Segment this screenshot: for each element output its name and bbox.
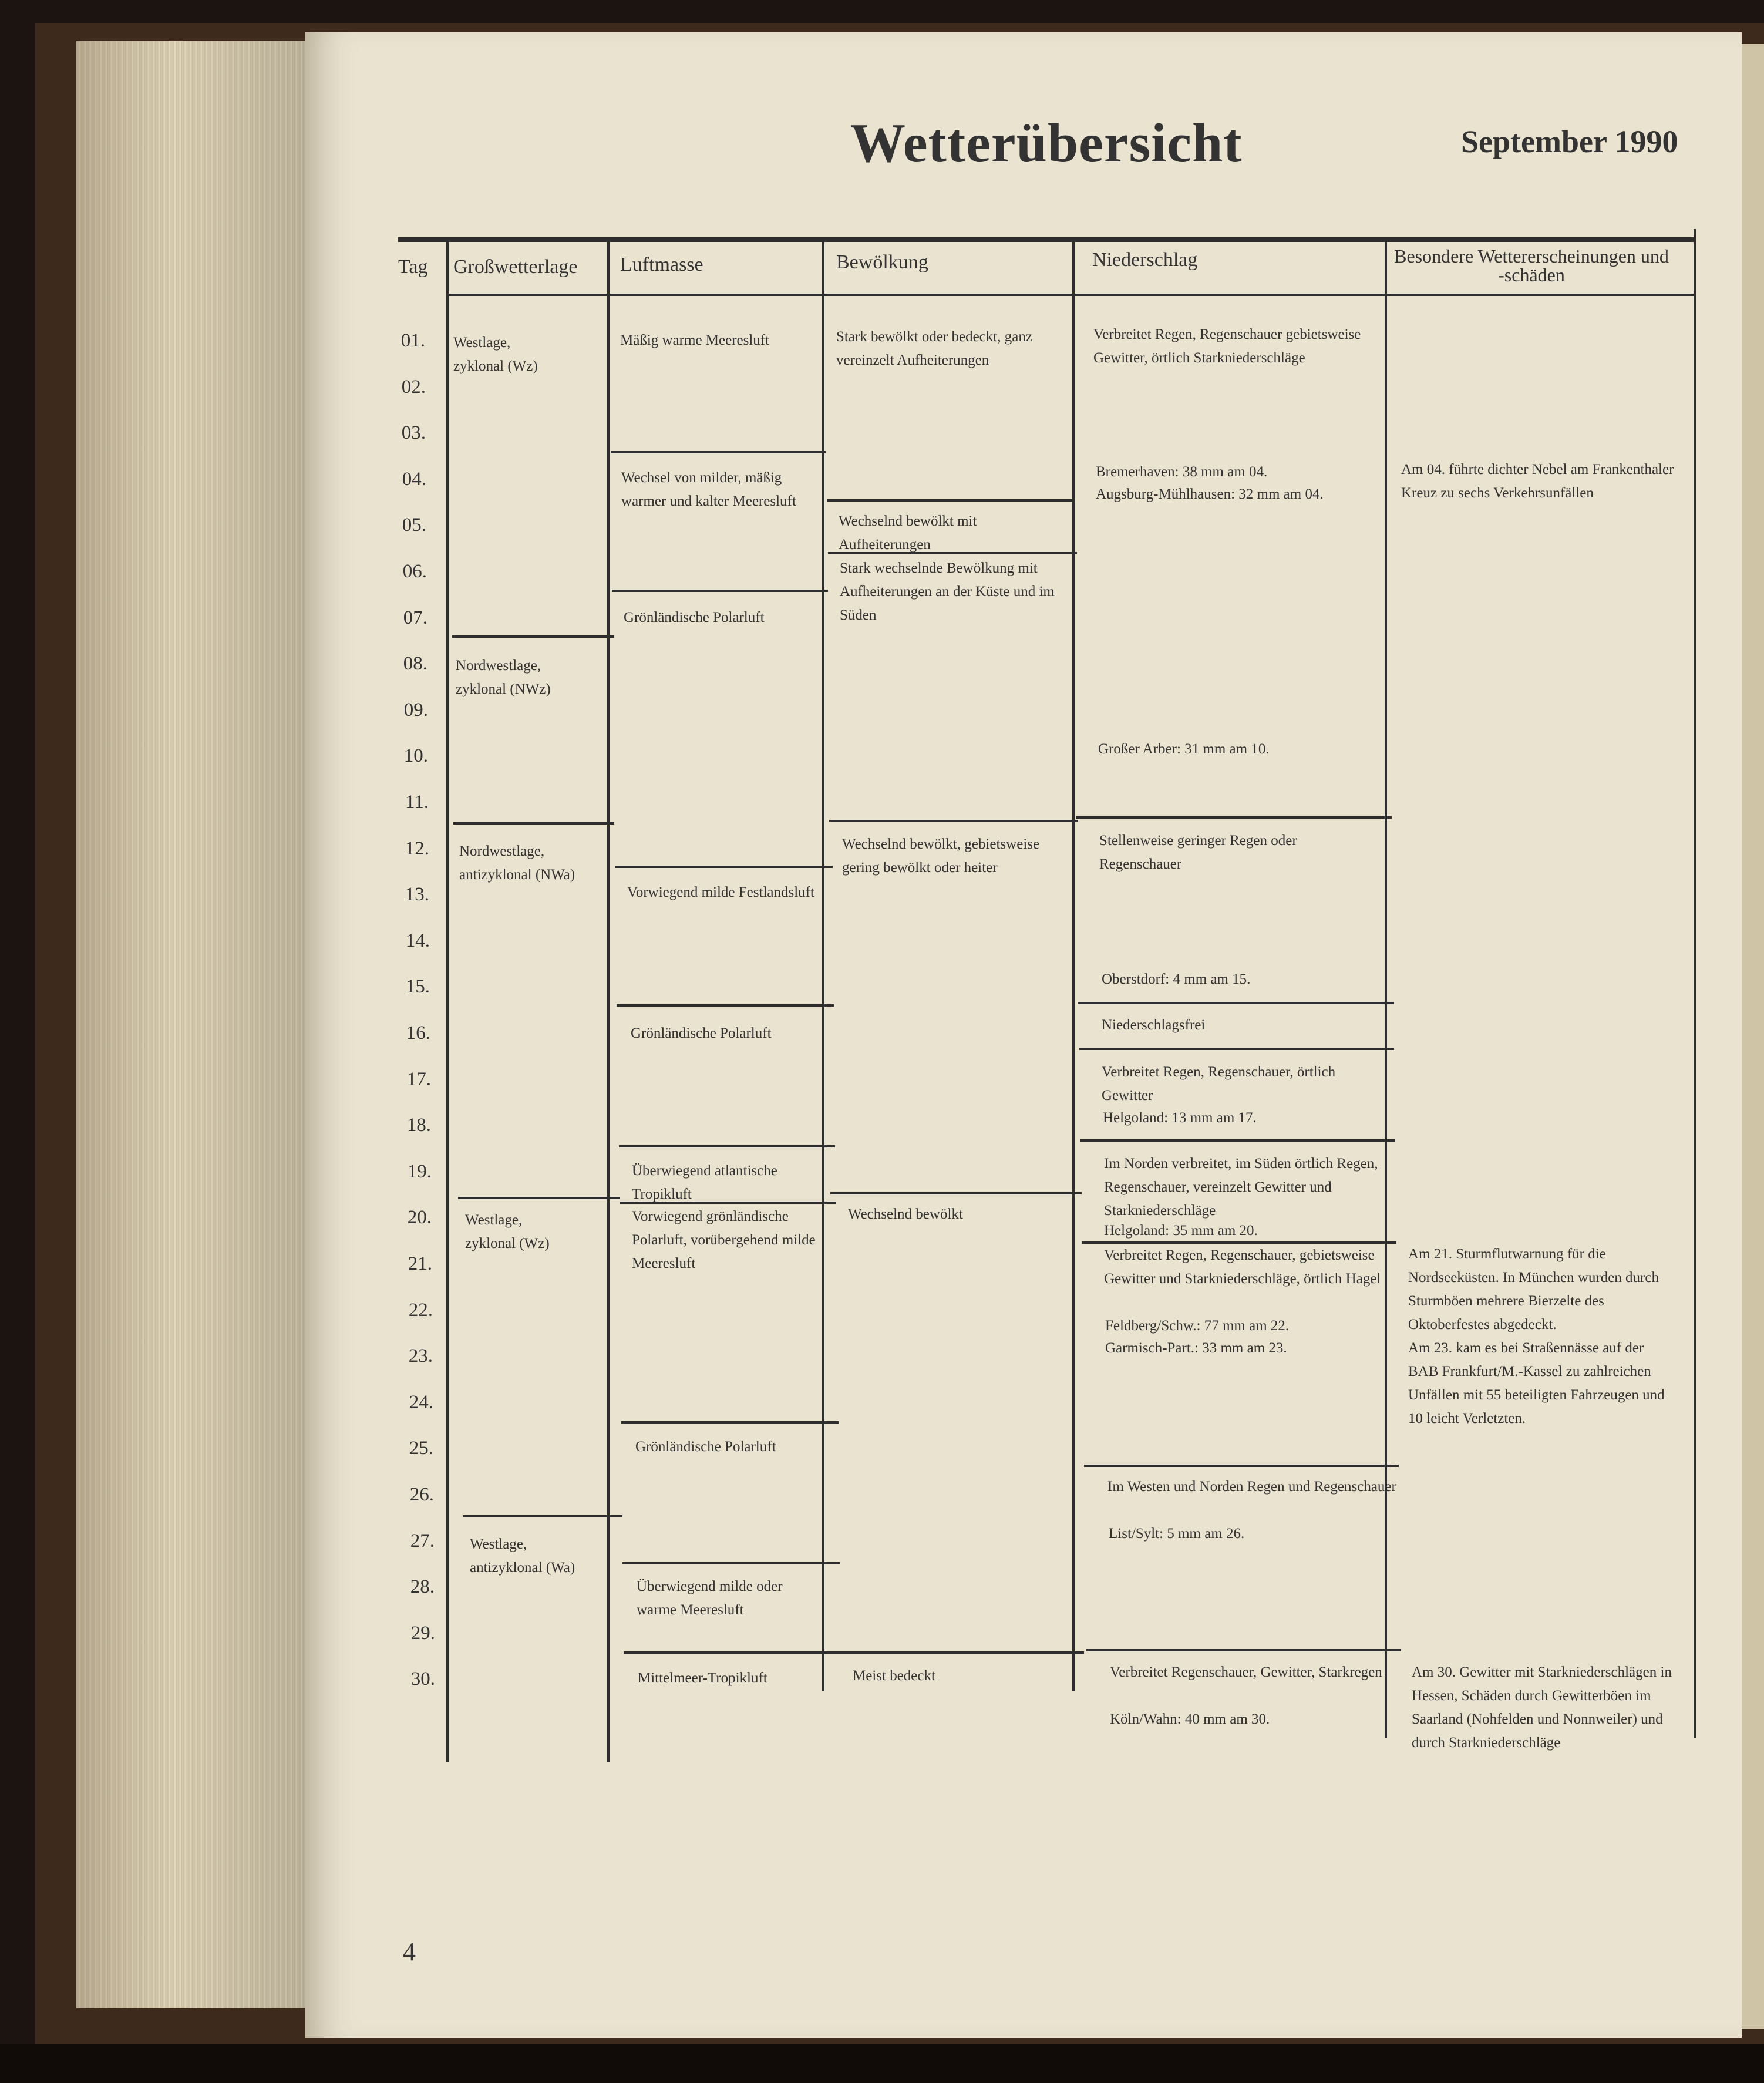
besondere-entry: Am 23. kam es bei Straßennässe auf der BAB Frankfurt/M.-Kassel zu zahlreichen Unfällen mit 55 beteiligten Fahrzeugen und 10 leicht Verletzten. xyxy=(1408,1340,1665,1426)
day-label: 19. xyxy=(407,1161,432,1182)
grosswetterlage-entry: Westlage, antizyklonal (Wa) xyxy=(470,1536,575,1576)
day-label: 08. xyxy=(403,653,427,674)
day-label: 04. xyxy=(402,469,426,490)
column-separator xyxy=(607,237,610,1762)
niederschlag-entry: Helgoland: 13 mm am 17. xyxy=(1103,1110,1257,1126)
background xyxy=(0,2044,1764,2083)
luftmasse-entry: Grönländische Polarluft xyxy=(624,610,765,625)
grosswetterlage-entry: Nordwestlage, antizyklonal (NWa) xyxy=(459,843,575,883)
luftmasse-entry: Überwiegend atlantische Tropikluft xyxy=(632,1163,777,1202)
bewoelkung-entry: Wechselnd bewölkt, gebietsweise gering bewölkt oder heiter xyxy=(842,836,1040,876)
niederschlag-entry: Großer Arber: 31 mm am 10. xyxy=(1098,741,1270,757)
grid-line xyxy=(827,499,1075,502)
luftmasse-entry: Vorwiegend grönländische Polarluft, vorübergehend milde Meeresluft xyxy=(632,1209,816,1271)
luftmasse-entry: Wechsel von milder, mäßig warmer und kalter Meeresluft xyxy=(621,470,796,509)
day-label: 22. xyxy=(408,1300,433,1321)
niederschlag-entry: List/Sylt: 5 mm am 26. xyxy=(1109,1526,1245,1542)
grid-line xyxy=(1079,1048,1394,1050)
day-label: 15. xyxy=(405,976,430,997)
day-label: 24. xyxy=(409,1392,433,1413)
grid-line xyxy=(1086,1649,1401,1651)
day-label: 05. xyxy=(402,514,426,536)
grid-line xyxy=(622,1562,840,1564)
header-niederschlag: Niederschlag xyxy=(1092,249,1198,271)
niederschlag-entry: Verbreitet Regen, Regenschauer, örtlich Gewitter xyxy=(1102,1064,1336,1103)
niederschlag-entry: Augsburg-Mühlhausen: 32 mm am 04. xyxy=(1096,486,1324,502)
bewoelkung-entry: Wechselnd bewölkt xyxy=(848,1206,963,1222)
day-label: 29. xyxy=(410,1623,435,1644)
day-label: 10. xyxy=(403,745,428,766)
day-label: 02. xyxy=(401,376,426,398)
header-luftmasse: Luftmasse xyxy=(620,254,703,275)
niederschlag-entry: Helgoland: 35 mm am 20. xyxy=(1104,1223,1258,1239)
besondere-entry: Am 04. führte dichter Nebel am Frankenthaler Kreuz zu sechs Verkehrsunfällen xyxy=(1401,462,1674,501)
day-label: 03. xyxy=(401,422,426,443)
page-title: Wetterübersicht xyxy=(850,113,1243,174)
day-label: 20. xyxy=(407,1207,432,1228)
niederschlag-entry: Verbreitet Regenschauer, Gewitter, Starkregen xyxy=(1110,1664,1382,1680)
niederschlag-entry: Verbreitet Regen, Regenschauer gebietsweise Gewitter, örtlich Starkniederschläge xyxy=(1093,327,1361,366)
day-label: 21. xyxy=(408,1253,432,1274)
grid-line xyxy=(830,1192,1082,1194)
grid-line xyxy=(1084,1465,1399,1467)
grid-line xyxy=(1078,1002,1394,1004)
grid-line xyxy=(453,822,614,825)
day-label: 28. xyxy=(410,1576,435,1597)
column-separator xyxy=(1072,237,1075,1691)
day-label: 18. xyxy=(406,1115,431,1136)
day-label: 12. xyxy=(405,838,429,859)
niederschlag-entry: Garmisch-Part.: 33 mm am 23. xyxy=(1105,1340,1287,1356)
grosswetterlage-entry: Westlage, zyklonal (Wz) xyxy=(465,1212,550,1251)
grid-line xyxy=(615,866,833,868)
bewoelkung-entry: Stark wechselnde Bewölkung mit Aufheiterungen an der Küste und im Süden xyxy=(840,560,1055,623)
day-label: 09. xyxy=(403,699,428,721)
grid-line xyxy=(624,1651,841,1654)
column-separator xyxy=(822,237,824,1691)
grid-line xyxy=(1076,816,1392,819)
header-bottom-rule xyxy=(446,294,1696,296)
column-separator xyxy=(1694,229,1696,1738)
niederschlag-entry: Im Norden verbreitet, im Süden örtlich Regen, Regenschauer, vereinzelt Gewitter und Starkniederschläge xyxy=(1104,1156,1378,1219)
grid-line xyxy=(452,635,614,638)
header-besondere: Besondere Wettererscheinungen und -schäden xyxy=(1394,245,1669,285)
niederschlag-entry: Bremerhaven: 38 mm am 04. xyxy=(1096,464,1268,480)
day-label: 07. xyxy=(403,607,427,628)
grid-line xyxy=(611,451,826,453)
grid-line xyxy=(1080,1139,1395,1142)
next-page-edge xyxy=(1742,44,1764,2029)
luftmasse-entry: Grönländische Polarluft xyxy=(631,1025,772,1041)
day-label: 14. xyxy=(405,930,430,951)
grid-line xyxy=(617,1004,834,1007)
grid-line xyxy=(612,590,828,592)
luftmasse-entry: Mittelmeer-Tropikluft xyxy=(638,1670,767,1686)
page-month: September 1990 xyxy=(1461,124,1678,159)
niederschlag-entry: Niederschlagsfrei xyxy=(1102,1017,1206,1033)
niederschlag-entry: Im Westen und Norden Regen und Regenschauer xyxy=(1107,1479,1396,1495)
niederschlag-entry: Verbreitet Regen, Regenschauer, gebietsweise Gewitter und Starkniederschläge, örtlich Hagel xyxy=(1104,1247,1381,1287)
day-label: 17. xyxy=(406,1069,431,1090)
grid-line xyxy=(621,1421,839,1424)
day-label: 13. xyxy=(405,884,429,905)
grid-line xyxy=(463,1515,622,1517)
luftmasse-entry: Vorwiegend milde Festlandsluft xyxy=(627,884,814,900)
day-label: 16. xyxy=(406,1022,430,1044)
column-separator xyxy=(446,237,449,1762)
grosswetterlage-entry: Nordwestlage, zyklonal (NWz) xyxy=(456,658,551,697)
header-top-rule xyxy=(398,240,1696,242)
luftmasse-entry: Überwiegend milde oder warme Meeresluft xyxy=(637,1579,783,1618)
header-grosswetterlage: Großwetterlage xyxy=(453,256,578,278)
day-label: 25. xyxy=(409,1438,433,1459)
header-tag: Tag xyxy=(398,256,428,278)
grid-line xyxy=(831,1651,1084,1654)
grid-line xyxy=(829,820,1078,822)
grosswetterlage-entry: Westlage, zyklonal (Wz) xyxy=(453,335,538,374)
bewoelkung-entry: Wechselnd bewölkt mit Aufheiterungen xyxy=(839,513,977,553)
day-label: 27. xyxy=(410,1530,435,1552)
besondere-entry: Am 21. Sturmflutwarnung für die Nordseeküsten. In München wurden durch Sturmböen mehrere Bierzelte des Oktoberfestes abgedeckt. xyxy=(1408,1246,1659,1332)
day-label: 11. xyxy=(405,792,429,813)
niederschlag-entry: Oberstdorf: 4 mm am 15. xyxy=(1102,971,1251,987)
besondere-entry: Am 30. Gewitter mit Starkniederschlägen in Hessen, Schäden durch Gewitterböen im Saarland (Nohfelden und Nonnweiler) und durch Starkniederschläge xyxy=(1412,1664,1672,1751)
bewoelkung-entry: Stark bewölkt oder bedeckt, ganz vereinzelt Aufheiterungen xyxy=(836,329,1032,368)
grid-line xyxy=(619,1145,835,1147)
header-bewoelkung: Bewölkung xyxy=(836,251,928,273)
page-number: 4 xyxy=(403,1937,416,1966)
luftmasse-entry: Mäßig warme Meeresluft xyxy=(620,332,770,348)
day-label: 01. xyxy=(400,330,425,351)
niederschlag-entry: Köln/Wahn: 40 mm am 30. xyxy=(1110,1711,1270,1727)
grid-line xyxy=(458,1197,620,1199)
bewoelkung-entry: Meist bedeckt xyxy=(853,1668,935,1684)
day-label: 06. xyxy=(402,561,427,582)
day-label: 30. xyxy=(410,1668,435,1690)
day-label: 26. xyxy=(409,1484,434,1505)
luftmasse-entry: Grönländische Polarluft xyxy=(635,1439,776,1455)
day-label: 23. xyxy=(408,1345,433,1367)
niederschlag-entry: Stellenweise geringer Regen oder Regenschauer xyxy=(1099,833,1297,872)
page-edges-shade xyxy=(76,41,317,2008)
niederschlag-entry: Feldberg/Schw.: 77 mm am 22. xyxy=(1105,1318,1290,1334)
